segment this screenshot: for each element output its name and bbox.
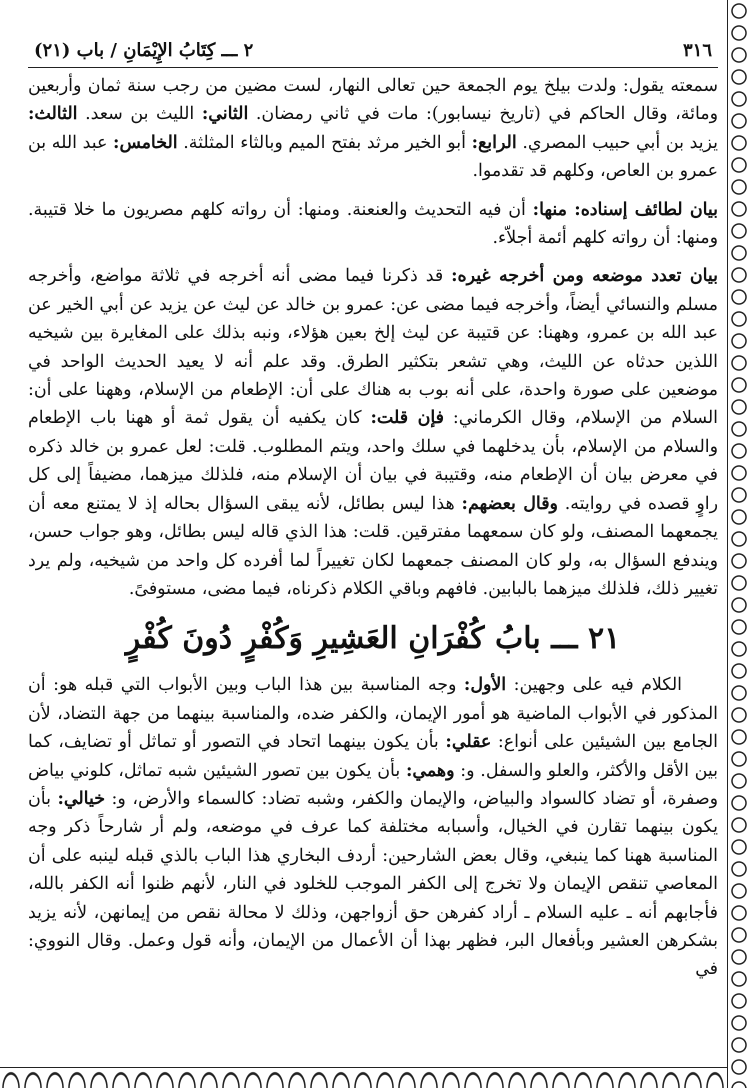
text-run: بأن يكون بينهما تقارن في الخيال، وأسبابه مختلفة كما عرف في موضعه، ولم أر شارحاً ذكر وجه المناسبة ههنا كما ينبغي، وقال بعض الشارحين: أردف البخاري هذا الباب بالذي قبله لينبه على أن المعاصي تنقص الإيمان ولا تخرج إلى الكفر الموجب للخلود في النار، لأنهم ظنوا أنه الكفر بالله، فأجابهم أنه ـ عليه السلام ـ أراد كفرهن حق أزواجهن، وذلك لا محالة نقص من إيمانهن، لأنه يزيد بشكرهن العشير وبأفعال البر، فظهر بهذا أن الأعمال من الإيمان، وأنه قول وعمل. وقال النووي: في xyxy=(28,788,718,980)
text-run: هذا ليس بطائل، لأنه يبقى السؤال بحاله إذ لا يمتنع معه أن يجمعهما المصنف، ولو كان سمعهما مفترقين. قلت: هذا الذي قاله ليس بطائل، وهو جواب حسن، ويندفع السؤال به، ولو كان المصنف جمعهما لكان تغييراً لما أفرده كل واحد من شيخيه، ولم يرد تغيير ذلك، فلذلك ميزهما بالبابين. فافهم وباقي الكلام ذكرناه، فيما مضى، مستوفىً. xyxy=(28,493,718,599)
page xyxy=(28,36,718,984)
bold-term: فإن قلت: xyxy=(370,408,444,429)
text-run: سمعته يقول: ولدت بيلخ يوم الجمعة حين تعالى النهار، لست مضين من رجب سنة ثمان وأربعين ومائة، وقال الحاكم في (تاريخ نيسابور): مات في ثاني رمضان. xyxy=(28,76,718,125)
decorative-bottom-border xyxy=(0,1067,728,1088)
bold-term: وقال بعضهم: xyxy=(461,493,558,514)
paragraph-narrators xyxy=(28,72,718,186)
page-number: ٣١٦ xyxy=(682,40,712,61)
text-run: الكلام فيه على وجهين: xyxy=(506,675,683,696)
text-run: بأن يكون بينهما اتحاد في التصور أو تماثل أو تضايف، كما بين الأقل والأكثر، والعلو والسفل. و: xyxy=(28,732,718,781)
chapter-title: ٢١ ـــ بابُ كُفْرَانِ العَشِيرِ وَكُفْرٍ دُونَ كُفْرٍ xyxy=(125,621,621,657)
bold-term: الثالث: xyxy=(28,104,78,125)
bold-heading: بيان لطائف إسناده: منها: xyxy=(532,199,718,220)
text-run: قد ذكرنا فيما مضى أنه أخرجه في ثلاثة مواضع، وأخرجه مسلم والنسائي أيضاً، وأخرجه فيما مضى عن: عمرو بن خالد عن ليث عن يزيد عن أبي الخير عن عبد الله بن عمرو، وههنا: عن قتيبة عن ليث إلخ بعين هؤلاء، ونبه بذلك على المغايرة بين شيخيه اللذين حدثاه عن الليث، وهي تشعر بتكثير الطرق. وقد علم أنه لا يعيد الحديث الواحد في موضعين على صورة واحدة، على أنه بوب به هناك على أن: الإطعام من الإسلام، وههنا على أن: السلام من الإسلام، وقال الكرماني: xyxy=(28,266,719,429)
text-run: يزيد بن أبي حبيب المصري. xyxy=(516,132,718,153)
paragraph-isnad xyxy=(28,196,718,253)
page-content xyxy=(28,72,718,984)
paragraph-munasaba xyxy=(28,671,718,983)
text-run: أبو الخير مرثد بفتح الميم وبالثاء المثلثة. xyxy=(177,132,472,153)
bold-heading: بيان تعدد موضعه ومن أخرجه غيره: xyxy=(451,266,719,287)
page-header xyxy=(28,36,718,68)
bold-term: الخامس: xyxy=(113,132,178,153)
bold-term: الرابع: xyxy=(471,132,517,153)
bold-term: وهمي: xyxy=(405,760,455,781)
bold-term: الثاني: xyxy=(201,104,249,125)
bold-term: الأول: xyxy=(463,675,507,696)
text-run: بأن يكون بين تصور الشيئين شبه تماثل، كلوني بياض وصفرة، أو تضاد كالسواد والبياض، والإيمان والكفر، وشبه تضاد: كالسماء والأرض، و: xyxy=(28,760,718,809)
text-run: وجه المناسبة بين هذا الباب وبين الأبواب التي قبله هو: أن المذكور في الأبواب الماضية هو أمور الإيمان، والكفر ضده، والمناسبة بينهما من جهة التضاد، لأن الجامع بين الشيئين على أنواع: xyxy=(28,675,718,753)
decorative-right-border xyxy=(727,0,750,1088)
text-run: عبد الله بن عمرو بن العاص، وكلهم قد تقدموا. xyxy=(28,132,718,182)
running-title: ٢ ـــ كِتَابُ الإِيْمَانِ / باب (٢١) xyxy=(34,40,254,61)
bold-term: عقلي: xyxy=(445,732,492,753)
text-run: كان يكفيه أن يقول ثمة أو ههنا باب الإطعام والسلام من الإسلام، بأن يدخلهما في سلك واحد، ويتم المطلوب. قلت: لعل عمرو بن خالد ذكره في معرض بيان أن الإطعام منه، وقتيبة في بيان أن الإسلام منه، فلذلك ميزهما، مضيفاً إلى كل راوٍ قصده في روايته. xyxy=(28,408,718,514)
bold-term: خيالي: xyxy=(57,788,105,809)
text-run: أن فيه التحديث والعنعنة. ومنها: أن رواته كلهم مصريون ما خلا قتيبة. ومنها: أن رواته كلهم أئمة أجلاّء. xyxy=(28,199,718,249)
paragraph-takhrij xyxy=(28,262,718,603)
text-run: الليث بن سعد. xyxy=(77,104,202,125)
